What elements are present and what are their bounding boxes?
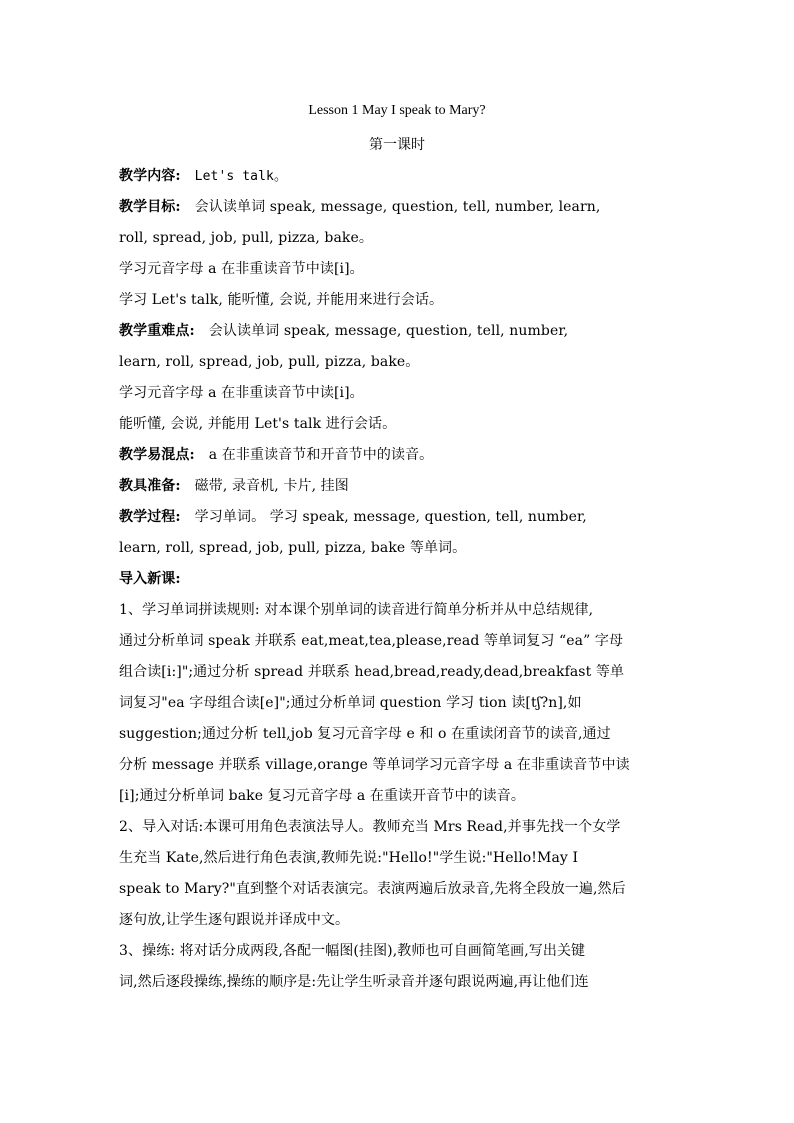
intro-label: 导入新课: — [119, 571, 181, 587]
step-line: 生充当 Kate,然后进行角色表演,教师先说:"Hello!"学生说:"Hello!May I — [119, 850, 579, 866]
step-line: [i];通过分析单词 bake 复习元音字母 a 在重读开音节中的读音。 — [119, 788, 525, 804]
content-label: 教学内容: — [119, 168, 181, 184]
key-points-label: 教学重难点: — [119, 323, 195, 339]
step-line: 逐句放,让学生逐句跟说并译成中文。 — [119, 912, 350, 928]
lesson-subtitle: 第一课时 — [369, 137, 425, 153]
step-line: 通过分析单词 speak 并联系 eat,meat,tea,please,read 等单词复习 “ea” 字母 — [119, 633, 624, 649]
confusion-line — [119, 443, 679, 474]
process-label: 教学过程: — [119, 509, 181, 525]
step-line: suggestion;通过分析 tell,job 复习元音字母 e 和 o 在重读闭音节的读音,通过 — [119, 726, 611, 742]
process-line-2: learn, roll, spread, job, pull, pizza, bake 等单词。 — [119, 540, 467, 556]
key-points-line — [119, 319, 679, 350]
key-points-line-3: 学习元音字母 a 在非重读音节中读[i]。 — [119, 385, 364, 401]
objectives-text-1: 会认读单词 speak, message, question, tell, number, learn, — [194, 199, 601, 215]
content-line — [119, 164, 679, 195]
intro-line — [119, 567, 679, 598]
step-line: 2、导入对话:本课可用角色表演法导人。教师充当 Mrs Read,并事先找一个女学 — [119, 819, 621, 835]
confusion-text: a 在非重读音节和开音节中的读音。 — [208, 447, 434, 463]
objectives-line-2: roll, spread, job, pull, pizza, bake。 — [119, 230, 373, 246]
key-points-line-4: 能听懂, 会说, 并能用 Let's talk 进行会话。 — [119, 416, 397, 432]
step-line: 3、操练: 将对话分成两段,各配一幅图(挂图),教师也可自画简笔画,写出关键 — [119, 943, 586, 959]
document-body — [119, 164, 679, 1001]
objectives-line-4: 学习 Let's talk, 能听懂, 会说, 并能用来进行会话。 — [119, 292, 444, 308]
aids-text: 磁带, 录音机, 卡片, 挂图 — [194, 478, 349, 494]
aids-line — [119, 474, 679, 505]
process-text-1: 学习单词。 学习 speak, message, question, tell, number, — [194, 509, 587, 525]
confusion-label: 教学易混点: — [119, 447, 195, 463]
objectives-line-3: 学习元音字母 a 在非重读音节中读[i]。 — [119, 261, 364, 277]
step-line: 词,然后逐段操练,操练的顺序是:先让学生听录音并逐句跟说两遍,再让他们连 — [119, 974, 589, 990]
step-line: 词复习"ea 字母组合读[e]";通过分析单词 question 学习 tion 读[tʃ?n],如 — [119, 695, 582, 711]
lesson-title: Lesson 1 May I speak to Mary? — [308, 103, 486, 118]
step-line: 分析 message 并联系 village,orange 等单词学习元音字母 a 在非重读音节中读 — [119, 757, 630, 773]
key-points-text-1: 会认读单词 speak, message, question, tell, number, — [208, 323, 569, 339]
aids-label: 教具准备: — [119, 478, 181, 494]
process-line — [119, 505, 679, 536]
objectives-label: 教学目标: — [119, 199, 181, 215]
step-line: 1、学习单词拼读规则: 对本课个别单词的读音进行简单分析并从中总结规律, — [119, 602, 594, 618]
key-points-line-2: learn, roll, spread, job, pull, pizza, bake。 — [119, 354, 420, 370]
objectives-line — [119, 195, 679, 226]
content-text: Let's talk。 — [194, 169, 288, 184]
step-line: 组合读[i:]";通过分析 spread 并联系 head,bread,ready,dead,breakfast 等单 — [119, 664, 625, 680]
step-line: speak to Mary?"直到整个对话表演完。表演两遍后放录音,先将全段放一遍,然后 — [119, 881, 626, 897]
